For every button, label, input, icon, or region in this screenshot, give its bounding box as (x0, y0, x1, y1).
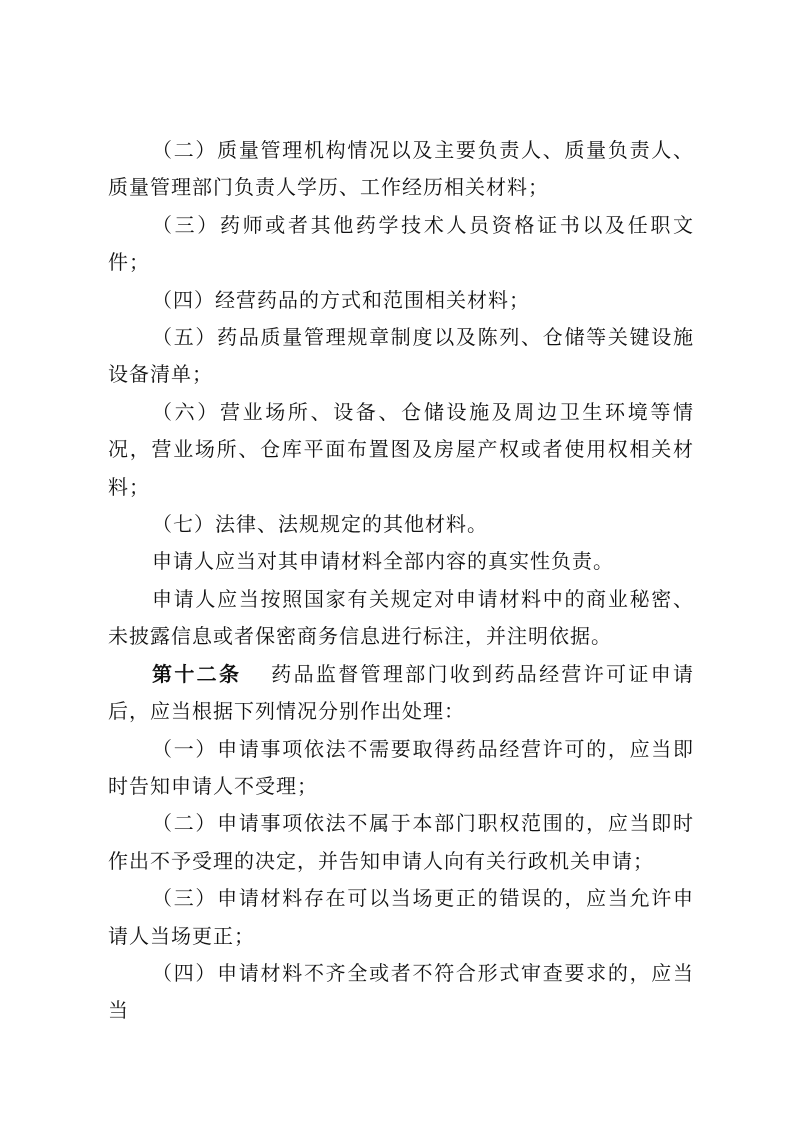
article-number: 第十二条 (152, 661, 242, 686)
paragraph-handling-2 (108, 805, 694, 880)
paragraph-confidential (108, 581, 694, 656)
paragraph-text: 药品监督管理部门收到药品经营许可证申请后，应当根据下列情况分别作出处理： (108, 661, 695, 724)
paragraph-text: （二）申请事项依法不属于本部门职权范围的，应当即时作出不予受理的决定，并告知申请人向有关行政机关申请； (108, 811, 694, 873)
paragraph-item-4 (108, 282, 694, 319)
paragraph-responsibility (108, 543, 694, 580)
article-12 (108, 656, 694, 731)
paragraph-handling-4 (108, 955, 694, 1030)
paragraph-text: （五）药品质量管理规章制度以及陈列、仓储等关键设施设备清单； (108, 325, 694, 387)
document-body (108, 132, 694, 1030)
paragraph-handling-3 (108, 880, 694, 955)
paragraph-item-2 (108, 132, 694, 207)
paragraph-item-3 (108, 207, 694, 282)
paragraph-item-5 (108, 319, 694, 394)
paragraph-text: （三）申请材料存在可以当场更正的错误的，应当允许申请人当场更正； (108, 886, 694, 948)
paragraph-text: 申请人应当对其申请材料全部内容的真实性负责。 (152, 549, 614, 574)
paragraph-item-6 (108, 394, 694, 506)
paragraph-text: （三）药师或者其他药学技术人员资格证书以及任职文件； (108, 212, 694, 275)
paragraph-handling-1 (108, 731, 694, 806)
paragraph-item-7 (108, 506, 694, 543)
paragraph-text: 申请人应当按照国家有关规定对申请材料中的商业秘密、未披露信息或者保密商务信息进行标注，并注明依据。 (108, 586, 694, 649)
paragraph-text: （六）营业场所、设备、仓储设施及周边卫生环境等情况，营业场所、仓库平面布置图及房屋产权或者使用权相关材料； (108, 399, 694, 499)
paragraph-text: （一）申请事项依法不需要取得药品经营许可的，应当即时告知申请人不受理； (108, 736, 694, 798)
paragraph-text: （七）法律、法规规定的其他材料。 (152, 512, 488, 537)
paragraph-text: （四）申请材料不齐全或者不符合形式审查要求的，应当当 (108, 960, 694, 1023)
paragraph-text: （二）质量管理机构情况以及主要负责人、质量负责人、质量管理部门负责人学历、工作经历相关材料； (108, 138, 694, 200)
paragraph-text: （四）经营药品的方式和范围相关材料； (152, 287, 530, 312)
